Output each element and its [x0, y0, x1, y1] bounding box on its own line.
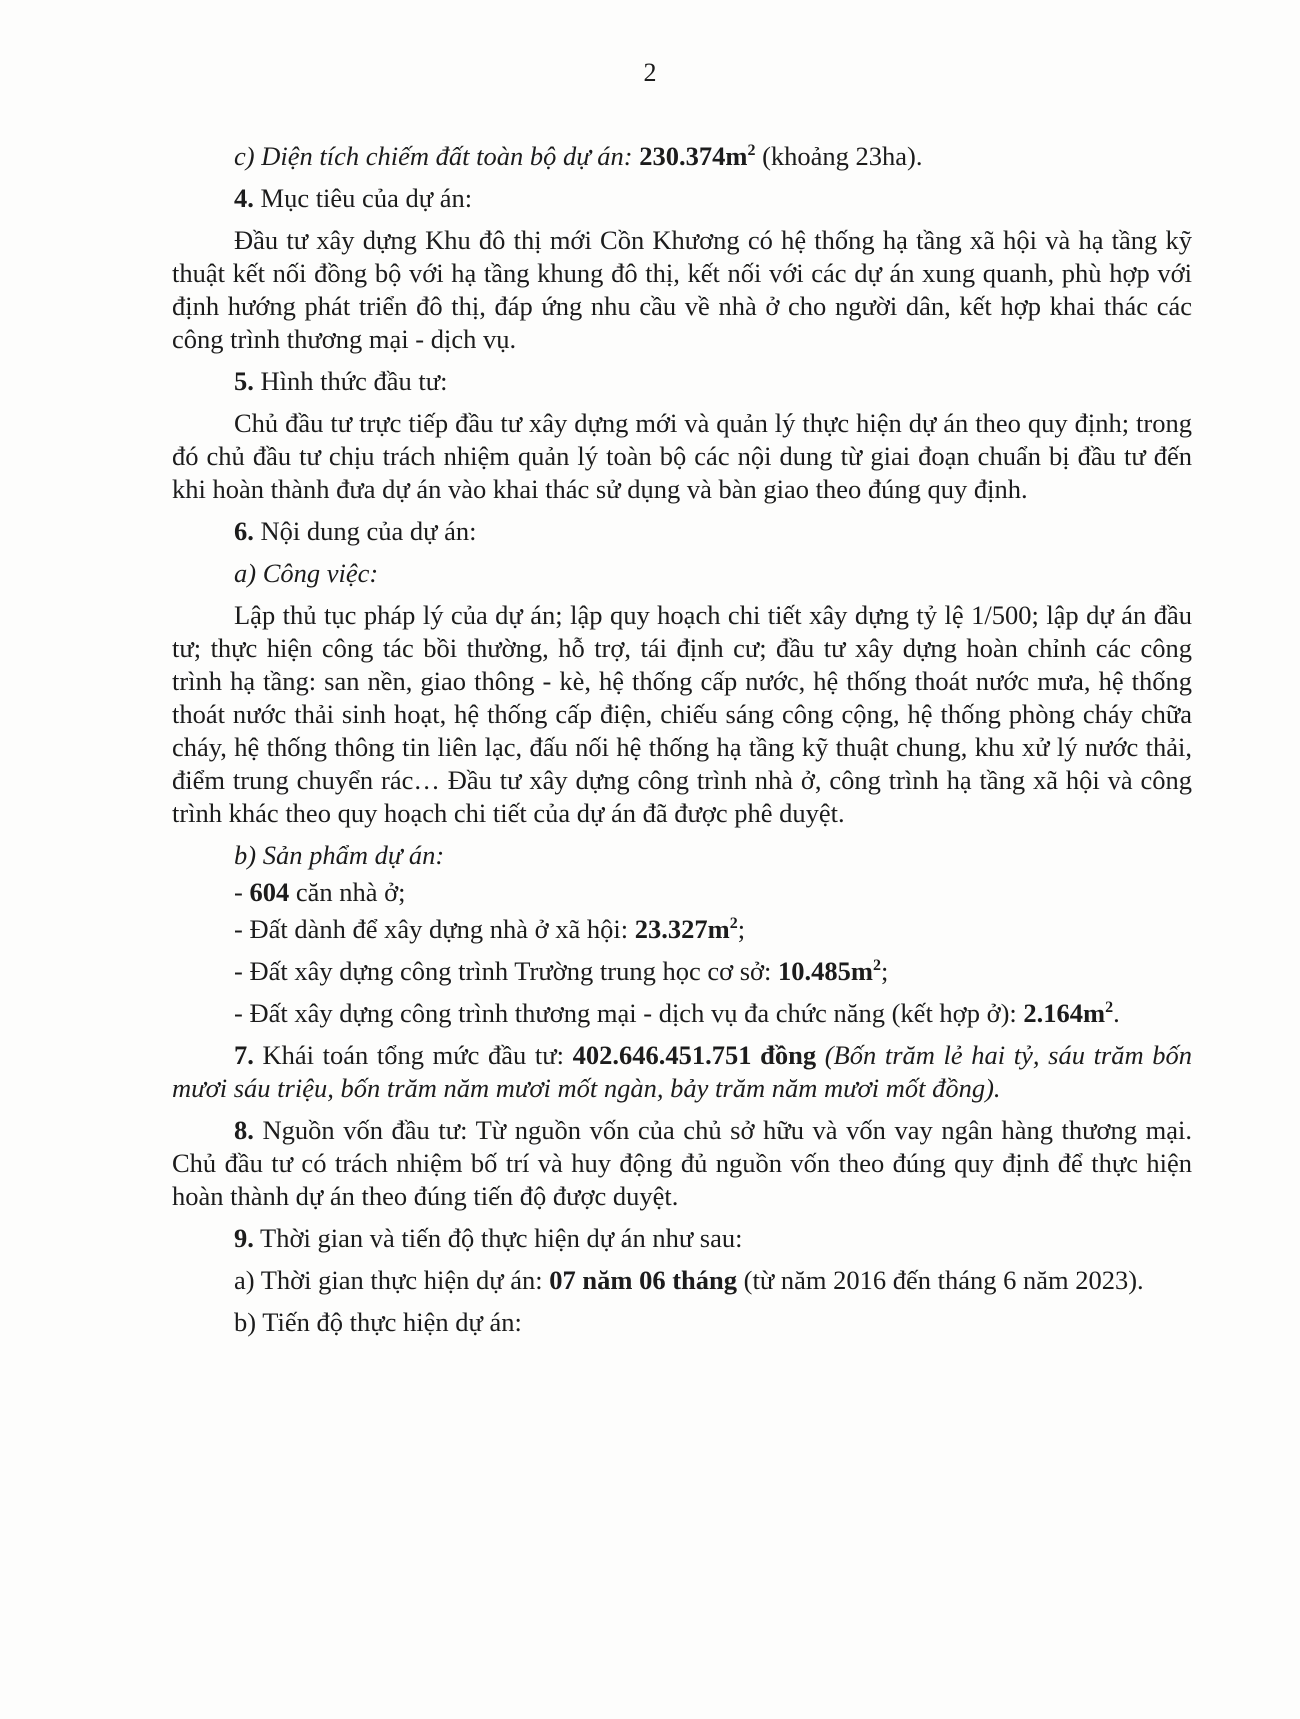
bullet: - [234, 877, 250, 907]
section-6a-body: Lập thủ tục pháp lý của dự án; lập quy hoạch chi tiết xây dựng tỷ lệ 1/500; lập dự án đầu tư; thực hiện công tác bồi thường, hỗ trợ, tái định cư; đầu tư xây dựng hoàn chỉnh các công trình hạ tầng: san nền, giao thông - kè, hệ thống cấp nước, hệ thống thoát nước mưa, hệ thống thoát nước thải sinh hoạt, hệ thống cấp điện, chiếu sáng công cộng, hệ thống phòng cháy chữa cháy, hệ thống thông tin liên lạc, đấu nối hệ thống hạ tầng kỹ thuật chung, khu xử lý nước thải, điểm trung chuyển rác… Đầu tư xây dựng công trình nhà ở, công trình hạ tầng xã hội và công trình khác theo quy hoạch chi tiết của dự án đã được phê duyệt. [172, 600, 1192, 828]
product-item-social-housing [172, 913, 1192, 946]
area-note: (khoảng 23ha). [755, 141, 923, 171]
section-9a [172, 1264, 1192, 1297]
school-area: 10.485m [778, 956, 873, 986]
section-4-number: 4. [234, 183, 254, 213]
section-6-number: 6. [234, 516, 254, 546]
section-6a-label-text: a) Công việc: [234, 558, 379, 588]
section-5-title: Hình thức đầu tư: [253, 366, 448, 396]
social-housing-area: 23.327m [634, 914, 730, 944]
section-6-heading [172, 515, 1192, 548]
section-6b-label-text: b) Sản phẩm dự án: [234, 840, 445, 870]
section-5-heading [172, 365, 1192, 398]
houses-count: 604 [249, 877, 290, 907]
page-number: 2 [643, 58, 657, 87]
area-unit-sup: 2 [747, 142, 756, 160]
section-9-title: Thời gian và tiến độ thực hiện dự án như sau: [253, 1223, 743, 1253]
area-value: 230.374m [639, 141, 748, 171]
section-4-body: Đầu tư xây dựng Khu đô thị mới Cồn Khương có hệ thống hạ tầng xã hội và hạ tầng kỹ thuật kết nối đồng bộ với hạ tầng khung đô thị, kết nối với các dự án xung quanh, phù hợp với định hướng phát triển đô thị, đáp ứng nhu cầu về nhà ở cho người dân, kết hợp khai thác các công trình thương mại - dịch vụ. [172, 225, 1192, 354]
product-item-commercial [172, 997, 1192, 1030]
section-7-number: 7. [234, 1040, 254, 1070]
section-8-number: 8. [234, 1115, 254, 1145]
section-5-number: 5. [234, 366, 254, 396]
school-sup: 2 [873, 957, 881, 975]
section-6a-label [172, 557, 1192, 590]
document-body [172, 140, 1192, 1348]
social-housing-end: ; [737, 914, 746, 944]
school-text: - Đất xây dựng công trình Trường trung học cơ sở: [234, 956, 779, 986]
commercial-end: . [1113, 998, 1120, 1028]
section-9a-text: a) Thời gian thực hiện dự án: [234, 1265, 550, 1295]
social-housing-text: - Đất dành để xây dựng nhà ở xã hội: [234, 914, 635, 944]
section-4-title: Mục tiêu của dự án: [253, 183, 473, 213]
section-4-heading [172, 182, 1192, 215]
section-7 [172, 1039, 1192, 1105]
total-investment-value: 402.646.451.751 đồng [572, 1040, 817, 1070]
product-item-houses [172, 876, 1192, 909]
section-8-body: Nguồn vốn đầu tư: Từ nguồn vốn của chủ sở hữu và vốn vay ngân hàng thương mại. Chủ đầu tư có trách nhiệm bố trí và huy động đủ nguồn vốn theo đúng quy định để thực hiện hoàn thành dự án theo đúng tiến độ được duyệt. [172, 1115, 1192, 1211]
duration-value: 07 năm 06 tháng [549, 1265, 738, 1295]
area-line [172, 140, 1192, 173]
product-item-school [172, 955, 1192, 988]
section-9-number: 9. [234, 1223, 254, 1253]
houses-text: căn nhà ở; [289, 877, 406, 907]
social-housing-sup: 2 [729, 915, 738, 933]
section-9b-label: b) Tiến độ thực hiện dự án: [234, 1307, 522, 1337]
commercial-sup: 2 [1105, 999, 1114, 1017]
section-8 [172, 1114, 1192, 1213]
section-7-title: Khái toán tổng mức đầu tư: [253, 1040, 573, 1070]
total-investment-words: (Bốn trăm lẻ hai tỷ, sáu trăm bốn mươi sáu triệu, bốn trăm năm mươi mốt ngàn, bảy trăm năm mươi mốt đồng). [172, 1040, 1193, 1103]
area-label: c) Diện tích chiếm đất toàn bộ dự án: [234, 141, 640, 171]
commercial-text: - Đất xây dựng công trình thương mại - dịch vụ đa chức năng (kết hợp ở): [234, 998, 1024, 1028]
school-end: ; [881, 956, 889, 986]
commercial-area: 2.164m [1023, 998, 1106, 1028]
section-9-heading [172, 1222, 1192, 1255]
section-5-body: Chủ đầu tư trực tiếp đầu tư xây dựng mới và quản lý thực hiện dự án theo quy định; trong đó chủ đầu tư chịu trách nhiệm quản lý toàn bộ các nội dung từ giai đoạn chuẩn bị đầu tư đến khi hoàn thành đưa dự án vào khai thác sử dụng và bàn giao theo đúng quy định. [172, 408, 1192, 504]
section-6-title: Nội dung của dự án: [253, 516, 477, 546]
section-6b-label [172, 839, 1192, 872]
duration-range: (từ năm 2016 đến tháng 6 năm 2023). [737, 1265, 1144, 1295]
